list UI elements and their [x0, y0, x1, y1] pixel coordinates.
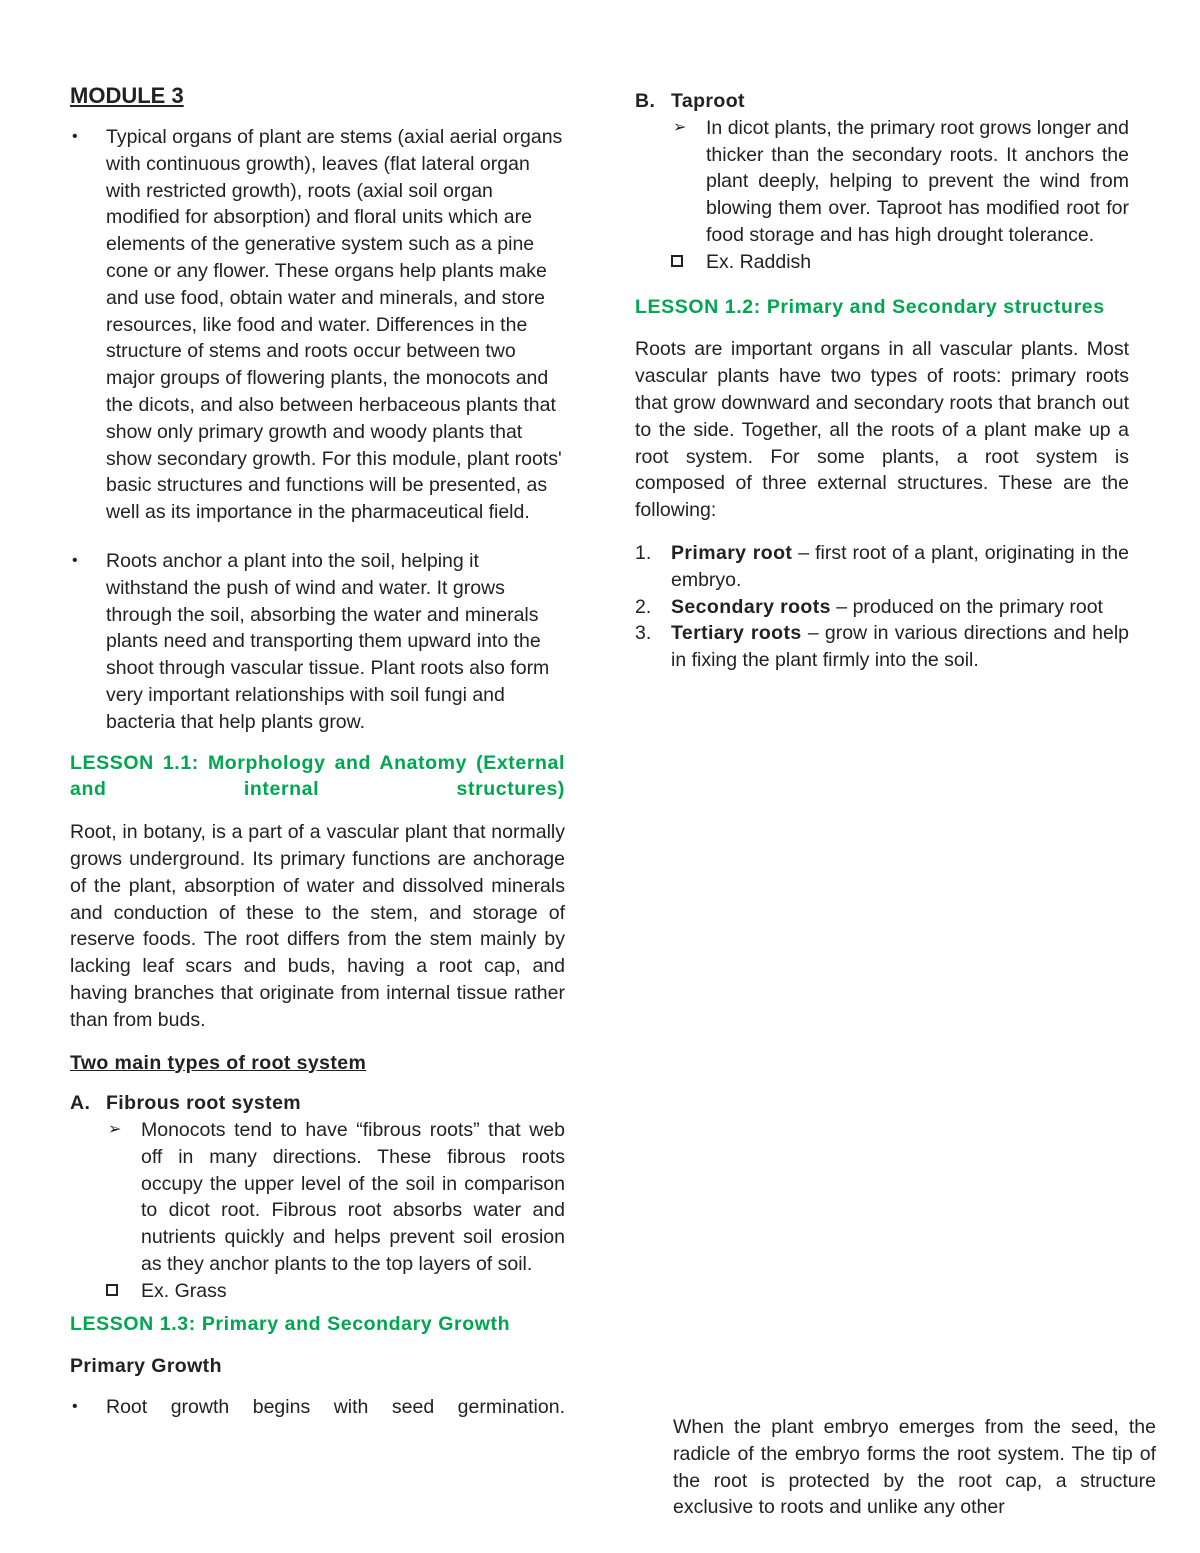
list-item — [635, 594, 1129, 621]
intro-bullets — [70, 124, 565, 736]
growth-bullets — [70, 1394, 565, 1421]
list-number: 3. — [635, 622, 652, 645]
list-number: 1. — [635, 541, 652, 564]
list-desc: – produced on the primary root — [830, 595, 1103, 618]
fibrous-heading — [70, 1090, 565, 1117]
fibrous-description — [70, 1117, 565, 1278]
lesson-1-2-heading: LESSON 1.2: Primary and Secondary structures — [635, 295, 1105, 318]
embryo-paragraph: When the plant embryo emerges from the seed, the radicle of the embryo forms the root system. The tip of the root is protected by the root cap, a structure exclusive to roots and unlike any other — [673, 1416, 1156, 1519]
left-column — [70, 82, 565, 1421]
root-paragraph: Root, in botany, is a part of a vascular plant that normally grows underground. Its primary functions are anchorage of the plant, absorption of water and dissolved minerals and conduction of these to the stem, and storage of reserve foods. The root differs from the stem mainly by lacking leaf scars and buds, having a root cap, and having branches that originate from internal tissue rather than from buds. — [70, 821, 565, 1031]
list-item — [635, 620, 1129, 674]
lesson-1-3-heading: LESSON 1.3: Primary and Secondary Growth — [70, 1312, 511, 1335]
spacer — [70, 526, 565, 548]
list-term: Primary root — [671, 541, 793, 564]
lesson-1-1-heading: LESSON 1.1: Morphology and Anatomy (External and internal structures) — [70, 751, 565, 801]
bullet-dot-icon: • — [72, 551, 78, 569]
checkbox-icon — [671, 255, 683, 267]
list-number: 2. — [635, 595, 652, 618]
letter-label: B. — [635, 90, 656, 112]
fibrous-example-text: Ex. Grass — [141, 1279, 227, 1302]
bullet-organs — [70, 124, 565, 526]
module-title: MODULE 3 — [70, 83, 184, 108]
two-types-heading: Two main types of root system — [70, 1051, 367, 1074]
root-structures-list — [635, 540, 1129, 674]
taproot-example — [635, 249, 1129, 276]
checkbox-icon — [106, 1284, 118, 1296]
taproot-description — [635, 115, 1129, 249]
arrow-bullet-icon: ➢ — [673, 118, 687, 136]
taproot-example-text: Ex. Raddish — [706, 250, 812, 273]
fibrous-text: Monocots tend to have “fibrous roots” that web off in many directions. These fibrous roots occupy the upper level of the soil in comparison to dicot root. Fibrous root absorbs water and nutrients quickly and helps prevent soil erosion as they anchor plants to the top layers of soil. — [141, 1119, 565, 1276]
bullet-dot-icon: • — [72, 1398, 78, 1416]
bullet-dot-icon: • — [72, 128, 78, 145]
arrow-bullet-icon: ➢ — [108, 1121, 122, 1139]
taproot-heading — [635, 88, 1129, 115]
list-item — [635, 540, 1129, 594]
bullet-text: Root growth begins with seed germination. — [106, 1396, 565, 1419]
list-desc: – first root of a plant, originating in the embryo. — [671, 541, 1129, 591]
fibrous-heading-text: Fibrous root system — [106, 1092, 302, 1115]
bullet-text: Typical organs of plant are stems (axial aerial organs with continuous growth), leaves (flat lateral organ with restricted growth), roots (axial soil organ modified for absorption) and floral units which are elements of the generative system such as a pine cone or any flower. These organs help plants make and use food, obtain water and minerals, and store resources, like food and water. Differences in the structure of stems and roots occur between two major groups of flowering plants, the monocots and the dicots, and also between herbaceous plants that show only primary growth and woody plants that show secondary growth. For this module, plant roots' basic structures and functions will be presented, as well as its importance in the pharmaceutical field. — [106, 126, 563, 524]
letter-label: A. — [70, 1092, 91, 1115]
list-term: Secondary roots — [671, 595, 831, 618]
roots-paragraph: Roots are important organs in all vascular plants. Most vascular plants have two types of roots: primary roots that grow downward and secondary roots that branch out to the side. Together, all the roots of a plant make up a root system. For some plants, a root system is composed of three external structures. These are the following: — [635, 338, 1129, 522]
list-desc: – grow in various directions and help in fixing the plant firmly into the soil. — [671, 622, 1129, 672]
fibrous-example — [70, 1278, 565, 1305]
taproot-heading-text: Taproot — [671, 90, 745, 112]
taproot-text: In dicot plants, the primary root grows longer and thicker than the secondary roots. It anchors the plant deeply, helping to prevent the wind from blowing them over. Taproot has modified root for food storage and has high drought tolerance. — [706, 116, 1129, 246]
bullet-anchor — [70, 548, 565, 736]
primary-growth-heading: Primary Growth — [70, 1355, 222, 1378]
list-term: Tertiary roots — [671, 622, 802, 645]
bullet-germination — [70, 1394, 565, 1421]
bullet-text: Roots anchor a plant into the soil, helping it withstand the push of wind and water. It grows through the soil, absorbing the water and minerals plants need and transporting them upward into the shoot through vascular tissue. Plant roots also form very important relationships with soil fungi and bacteria that help plants grow. — [106, 549, 550, 733]
right-column — [635, 88, 1129, 674]
